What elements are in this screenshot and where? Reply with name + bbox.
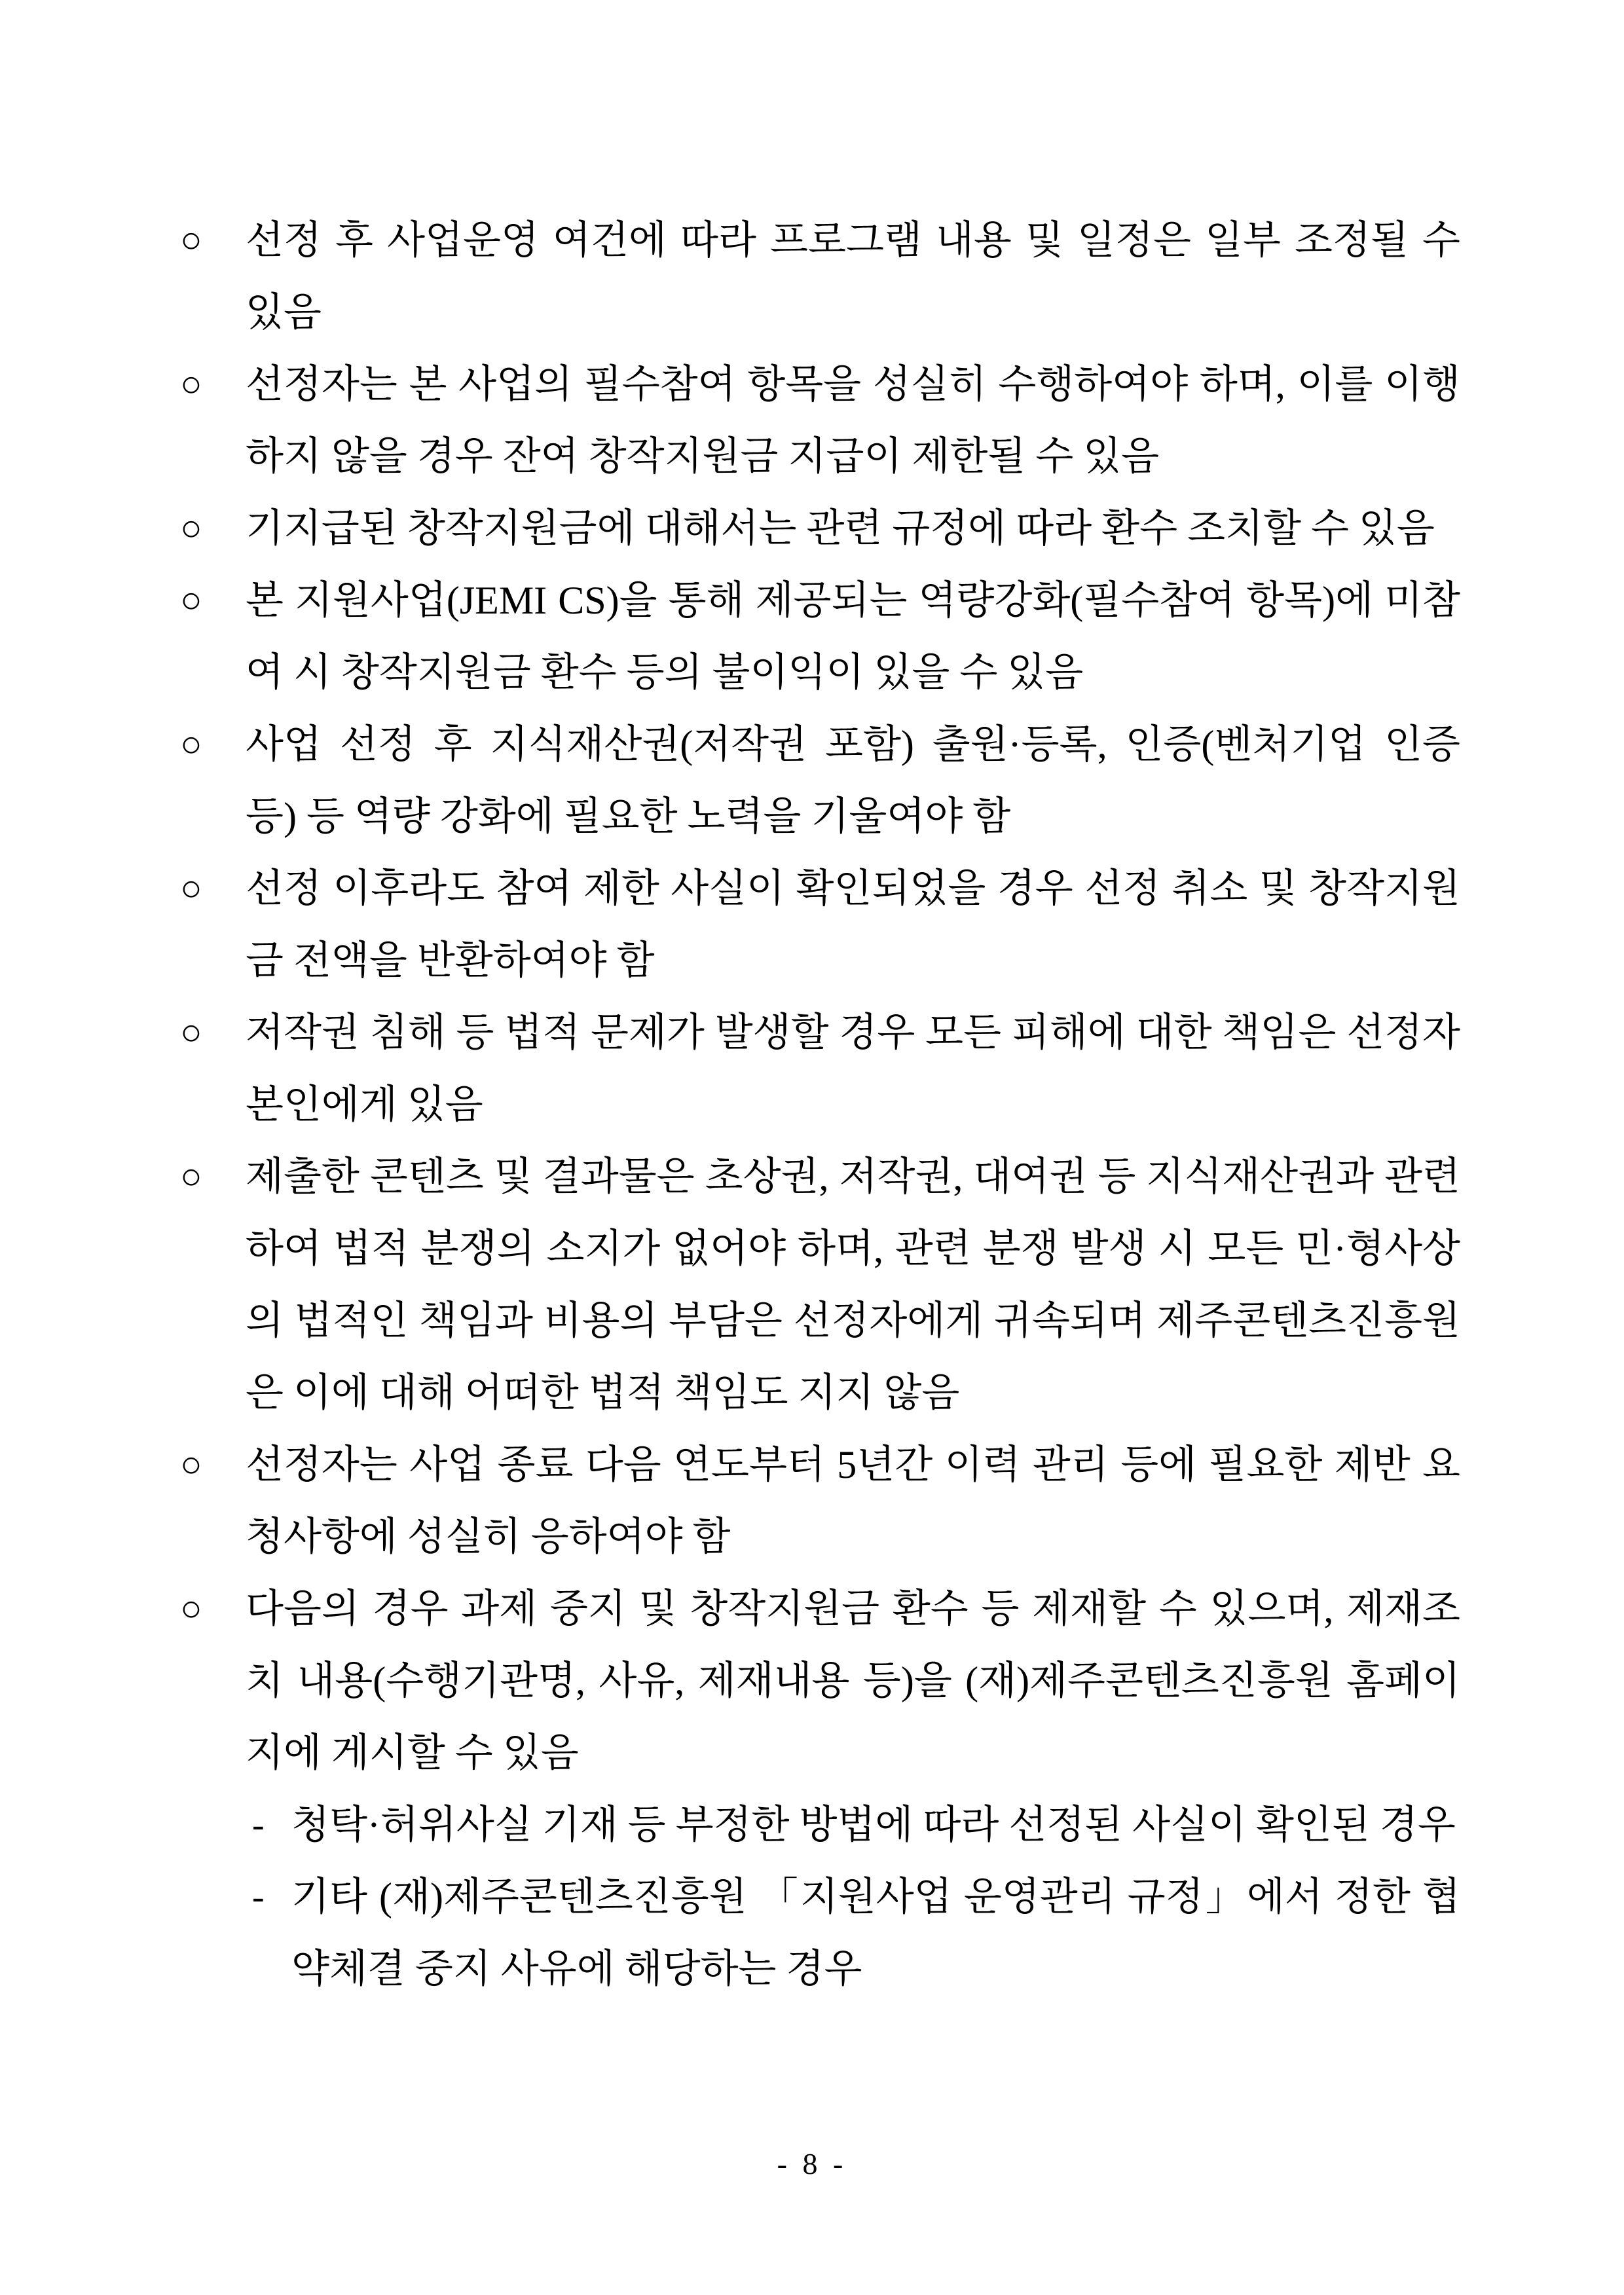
bullet-item xyxy=(180,1429,1460,1573)
circle-bullet-icon: ○ xyxy=(180,220,202,261)
circle-bullet-icon: ○ xyxy=(180,1156,202,1197)
circle-bullet-icon: ○ xyxy=(180,1588,202,1629)
circle-bullet-icon: ○ xyxy=(180,868,202,909)
bullet-item xyxy=(180,1141,1460,1429)
circle-bullet-icon: ○ xyxy=(180,1012,202,1053)
bullet-text: 선정자는 본 사업의 필수참여 항목을 성실히 수행하여야 하며, 이를 이행하지 않을 경우 잔여 창작지원금 지급이 제한될 수 있음 xyxy=(246,363,1460,478)
bullet-item xyxy=(180,204,1460,348)
notice-clause-list xyxy=(180,204,1460,2005)
bullet-text: 저작권 침해 등 법적 문제가 발생할 경우 모든 피해에 대한 책임은 선정자 본인에게 있음 xyxy=(246,1011,1460,1126)
bullet-item xyxy=(180,348,1460,492)
bullet-text: 다음의 경우 과제 중지 및 창작지원금 환수 등 제재할 수 있으며, 제재조치 내용(수행기관명, 사유, 제재내용 등)을 (재)제주콘텐츠진흥원 홈페이지에 게시할 수 있음 xyxy=(246,1587,1460,1774)
bullet-item xyxy=(180,708,1460,853)
bullet-text: 제출한 콘텐츠 및 결과물은 초상권, 저작권, 대여권 등 지식재산권과 관련하여 법적 분쟁의 소지가 없어야 하며, 관련 분쟁 발생 시 모든 민·형사상의 법적인 책임과 비용의 부담은 선정자에게 귀속되며 제주콘텐츠진흥원은 이에 대해 어떠한 법적 책임도 지지 않음 xyxy=(246,1155,1460,1414)
circle-bullet-icon: ○ xyxy=(180,508,202,549)
circle-bullet-icon: ○ xyxy=(180,724,202,765)
bullet-text: 선정 후 사업운영 여건에 따라 프로그램 내용 및 일정은 일부 조정될 수 있음 xyxy=(246,219,1460,334)
sub-item-text: 청탁·허위사실 기재 등 부정한 방법에 따라 선정된 사실이 확인된 경우 xyxy=(291,1803,1456,1846)
bullet-text: 사업 선정 후 지식재산권(저작권 포함) 출원·등록, 인증(벤처기업 인증 등) 등 역량 강화에 필요한 노력을 기울여야 함 xyxy=(246,723,1460,838)
bullet-item xyxy=(180,1573,1460,1789)
bullet-text: 기지급된 창작지원금에 대해서는 관련 규정에 따라 환수 조치할 수 있음 xyxy=(246,507,1435,550)
dash-bullet-icon: - xyxy=(252,1805,265,1845)
dash-bullet-icon: - xyxy=(252,1877,265,1917)
sub-item xyxy=(252,1789,1460,1861)
bullet-item xyxy=(180,564,1460,708)
bullet-item xyxy=(180,492,1460,564)
bullet-text: 선정자는 사업 종료 다음 연도부터 5년간 이력 관리 등에 필요한 제반 요청사항에 성실히 응하여야 함 xyxy=(246,1443,1460,1558)
circle-bullet-icon: ○ xyxy=(180,364,202,405)
bullet-text: 선정 이후라도 참여 제한 사실이 확인되었을 경우 선정 취소 및 창작지원금 전액을 반환하여야 함 xyxy=(246,867,1460,982)
bullet-item xyxy=(180,997,1460,1141)
bullet-item xyxy=(180,853,1460,997)
circle-bullet-icon: ○ xyxy=(180,1444,202,1485)
bullet-text: 본 지원사업(JEMI CS)을 통해 제공되는 역량강화(필수참여 항목)에 미참여 시 창작지원금 환수 등의 불이익이 있을 수 있음 xyxy=(246,579,1460,694)
circle-bullet-icon: ○ xyxy=(180,580,202,621)
sub-item-text: 기타 (재)제주콘텐츠진흥원 「지원사업 운영관리 규정」에서 정한 협약체결 중지 사유에 해당하는 경우 xyxy=(291,1875,1460,1991)
sub-item xyxy=(252,1861,1460,2005)
page-number: - 8 - xyxy=(777,2147,847,2180)
